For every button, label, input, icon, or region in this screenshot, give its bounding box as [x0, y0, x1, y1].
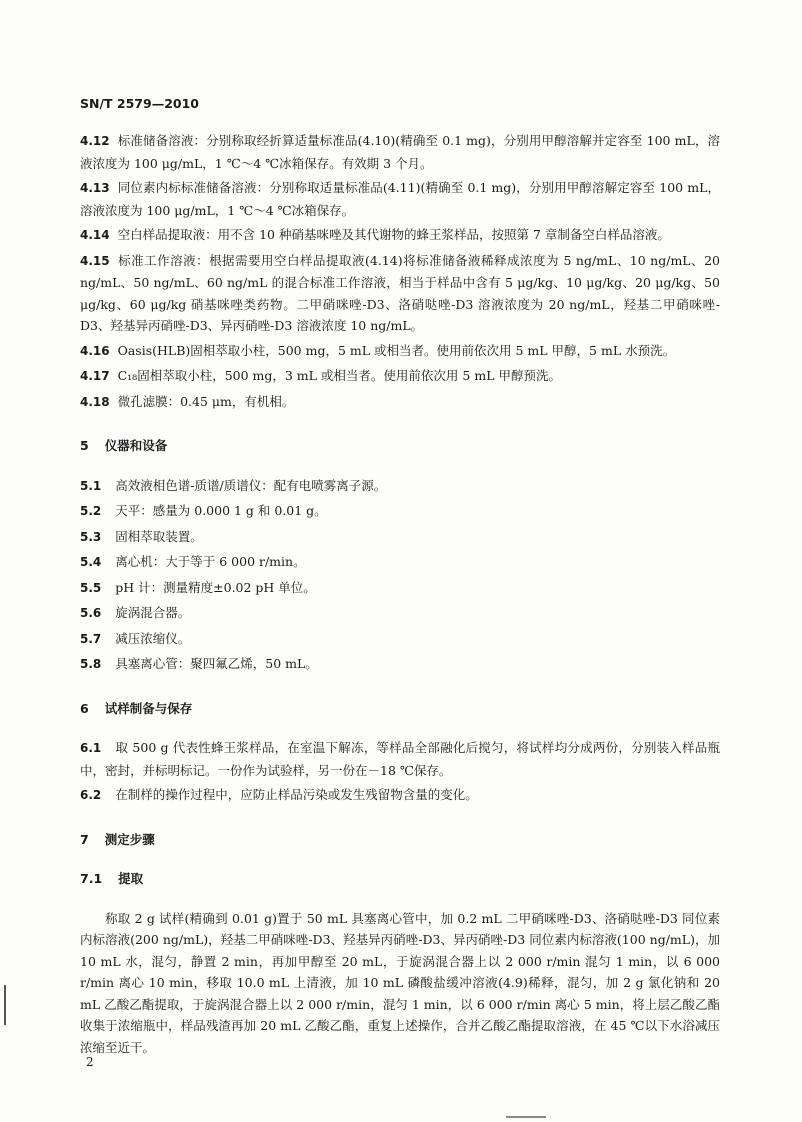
clause-text: 天平：感量为 0.000 1 g 和 0.01 g。 — [115, 503, 327, 518]
clause-number: 5.5 — [80, 580, 102, 595]
clause-4-16 — [80, 340, 720, 363]
clause-number: 4.17 — [80, 369, 110, 383]
clause-6-1 — [80, 737, 720, 781]
clause-4-17 — [80, 365, 720, 388]
section-6-heading — [80, 698, 720, 720]
clause-text: 具塞离心管：聚四氟乙烯，50 mL。 — [115, 656, 318, 671]
clause-text: 高效液相色谱-质谱/质谱仪：配有电喷雾离子源。 — [115, 477, 387, 493]
clause-5-1 — [80, 475, 720, 498]
clause-text: 同位素内标标准储备溶液：分别称取适量标准品(4.11)(精确至 0.1 mg)，分别用甲醇溶解定容至 100 mL，溶液浓度为 100 μg/mL，1 ℃～4 ℃冰箱保存。 — [80, 180, 720, 218]
page-number: 2 — [86, 1055, 94, 1069]
clause-number: 4.16 — [80, 343, 110, 358]
clause-text: 空白样品提取液：用不含 10 种硝基咪唑及其代谢物的蜂王浆样品，按照第 7 章制备空白样品溶液。 — [117, 227, 670, 242]
clause-text: C₁₈固相萃取小柱，500 mg，3 mL 或相当者。使用前依次用 5 mL 甲醇预洗。 — [117, 368, 561, 383]
clause-text: 减压浓缩仪。 — [115, 630, 191, 646]
clause-5-4 — [80, 551, 720, 574]
clause-number: 5.3 — [80, 529, 102, 544]
clause-number: 6.2 — [80, 788, 102, 802]
subsection-number: 7.1 — [80, 871, 103, 886]
clause-text: 离心机：大于等于 6 000 r/min。 — [115, 554, 306, 569]
clause-4-13 — [80, 177, 720, 221]
section-title: 试样制备与保存 — [104, 700, 193, 716]
clause-text: 在制样的操作过程中，应防止样品污染或发生残留物含量的变化。 — [115, 787, 478, 802]
clause-5-5 — [80, 577, 720, 600]
subsection-title: 提取 — [118, 871, 144, 886]
clause-number: 5.7 — [80, 631, 102, 646]
clause-number: 5.4 — [80, 555, 102, 569]
clause-text: 取 500 g 代表性蜂王浆样品，在室温下解冻，等样品全部融化后搅匀，将试样均分成两份，分别装入样品瓶中，密封，并标明标记。一份作为试验样，另一份在－18 ℃保存。 — [80, 740, 720, 778]
clause-number: 5.8 — [80, 657, 102, 671]
clause-number: 5.1 — [80, 478, 102, 493]
section-title: 测定步骤 — [104, 831, 155, 847]
standard-code: SN/T 2579—2010 — [80, 96, 199, 111]
section-7-heading — [80, 829, 720, 851]
subsection-7-1-heading — [80, 868, 720, 890]
clause-number: 6.1 — [80, 741, 102, 755]
clause-text: 旋涡混合器。 — [115, 605, 191, 620]
clause-6-2 — [80, 784, 720, 807]
document-body — [80, 130, 720, 1058]
clause-number: 5.2 — [80, 504, 102, 518]
clause-4-18 — [80, 391, 720, 414]
clause-4-14 — [80, 224, 720, 247]
clause-5-7 — [80, 628, 720, 651]
section-number: 7 — [80, 831, 89, 847]
extraction-paragraph: 称取 2 g 试样(精确到 0.01 g)置于 50 mL 具塞离心管中，加 0.2 mL 二甲硝咪唑-D3、洛硝哒唑-D3 同位素内标溶液(200 ng/mL)，羟基二甲硝咪唑-D3、羟基异丙硝唑-D3、异丙硝唑-D3 同位素内标溶液(100 ng/mL)，加 10 mL 水，混匀，静置 2 min，再加甲醇至 20 mL，于旋涡混合器上以 2 000 r/min 混匀 1 min，以 6 000 r/min 离心 10 min，移取 10.0 mL 上清液，加 10 mL 磷酸盐缓冲溶液(4.9)稀释，混匀，加 2 g 氯化钠和 20 mL 乙酸乙酯提取，于旋涡混合器上以 2 000 r/min，混匀 1 min，以 6 000 r/min 离心 5 min，将上层乙酸乙酯收集于浓缩瓶中，样品残渣再加 20 mL 乙酸乙酯，重复上述操作，合并乙酸乙酯提取溶液，在 45 ℃以下水浴减压浓缩至近干。 — [80, 910, 720, 1055]
clause-5-2 — [80, 500, 720, 523]
section-5-heading — [80, 435, 720, 457]
section-number: 6 — [80, 700, 89, 716]
clause-text: 微孔滤膜：0.45 μm，有机相。 — [117, 393, 295, 409]
clause-text: 固相萃取装置。 — [115, 528, 203, 544]
clause-text: 标准工作溶液：根据需要用空白样品提取液(4.14)将标准储备液稀释成浓度为 5 ng/mL、10 ng/mL、20 ng/mL、50 ng/mL、60 ng/mL 的混合标准工作溶液，相当于样品中含有 5 μg/kg、10 μg/kg、20 μg/kg、50 μg/kg、60 μg/kg 硝基咪唑类药物。二甲硝咪唑-D3、洛硝哒唑-D3 溶液浓度为 20 ng/mL，羟基二甲硝咪唑-D3、羟基异丙硝唑-D3、异丙硝唑-D3 溶液浓度 10 ng/mL。 — [80, 252, 720, 333]
section-title: 仪器和设备 — [104, 438, 168, 453]
scan-margin-mark — [4, 985, 6, 1025]
clause-number: 4.13 — [80, 181, 110, 195]
clause-text: 标准储备溶液：分别称取经折算适量标准品(4.10)(精确至 0.1 mg)，分别用甲醇溶解并定容至 100 mL，溶液浓度为 100 μg/mL，1 ℃～4 ℃冰箱保存。有效期 3 个月。 — [80, 133, 720, 171]
clause-text: Oasis(HLB)固相萃取小柱，500 mg，5 mL 或相当者。使用前依次用 5 mL 甲醇，5 mL 水预洗。 — [117, 342, 676, 358]
clause-number: 4.15 — [80, 253, 110, 268]
clause-5-8 — [80, 653, 720, 676]
scan-bottom-mark — [506, 1116, 546, 1118]
clause-number: 4.12 — [80, 134, 110, 148]
clause-number: 5.6 — [80, 606, 102, 620]
section-number: 5 — [80, 438, 89, 453]
clause-text: pH 计：测量精度±0.02 pH 单位。 — [115, 579, 316, 595]
clause-4-12 — [80, 130, 720, 174]
clause-5-3 — [80, 526, 720, 549]
clause-5-6 — [80, 602, 720, 625]
clause-4-15 — [80, 250, 720, 337]
clause-number: 4.18 — [80, 394, 110, 409]
clause-number: 4.14 — [80, 228, 110, 242]
